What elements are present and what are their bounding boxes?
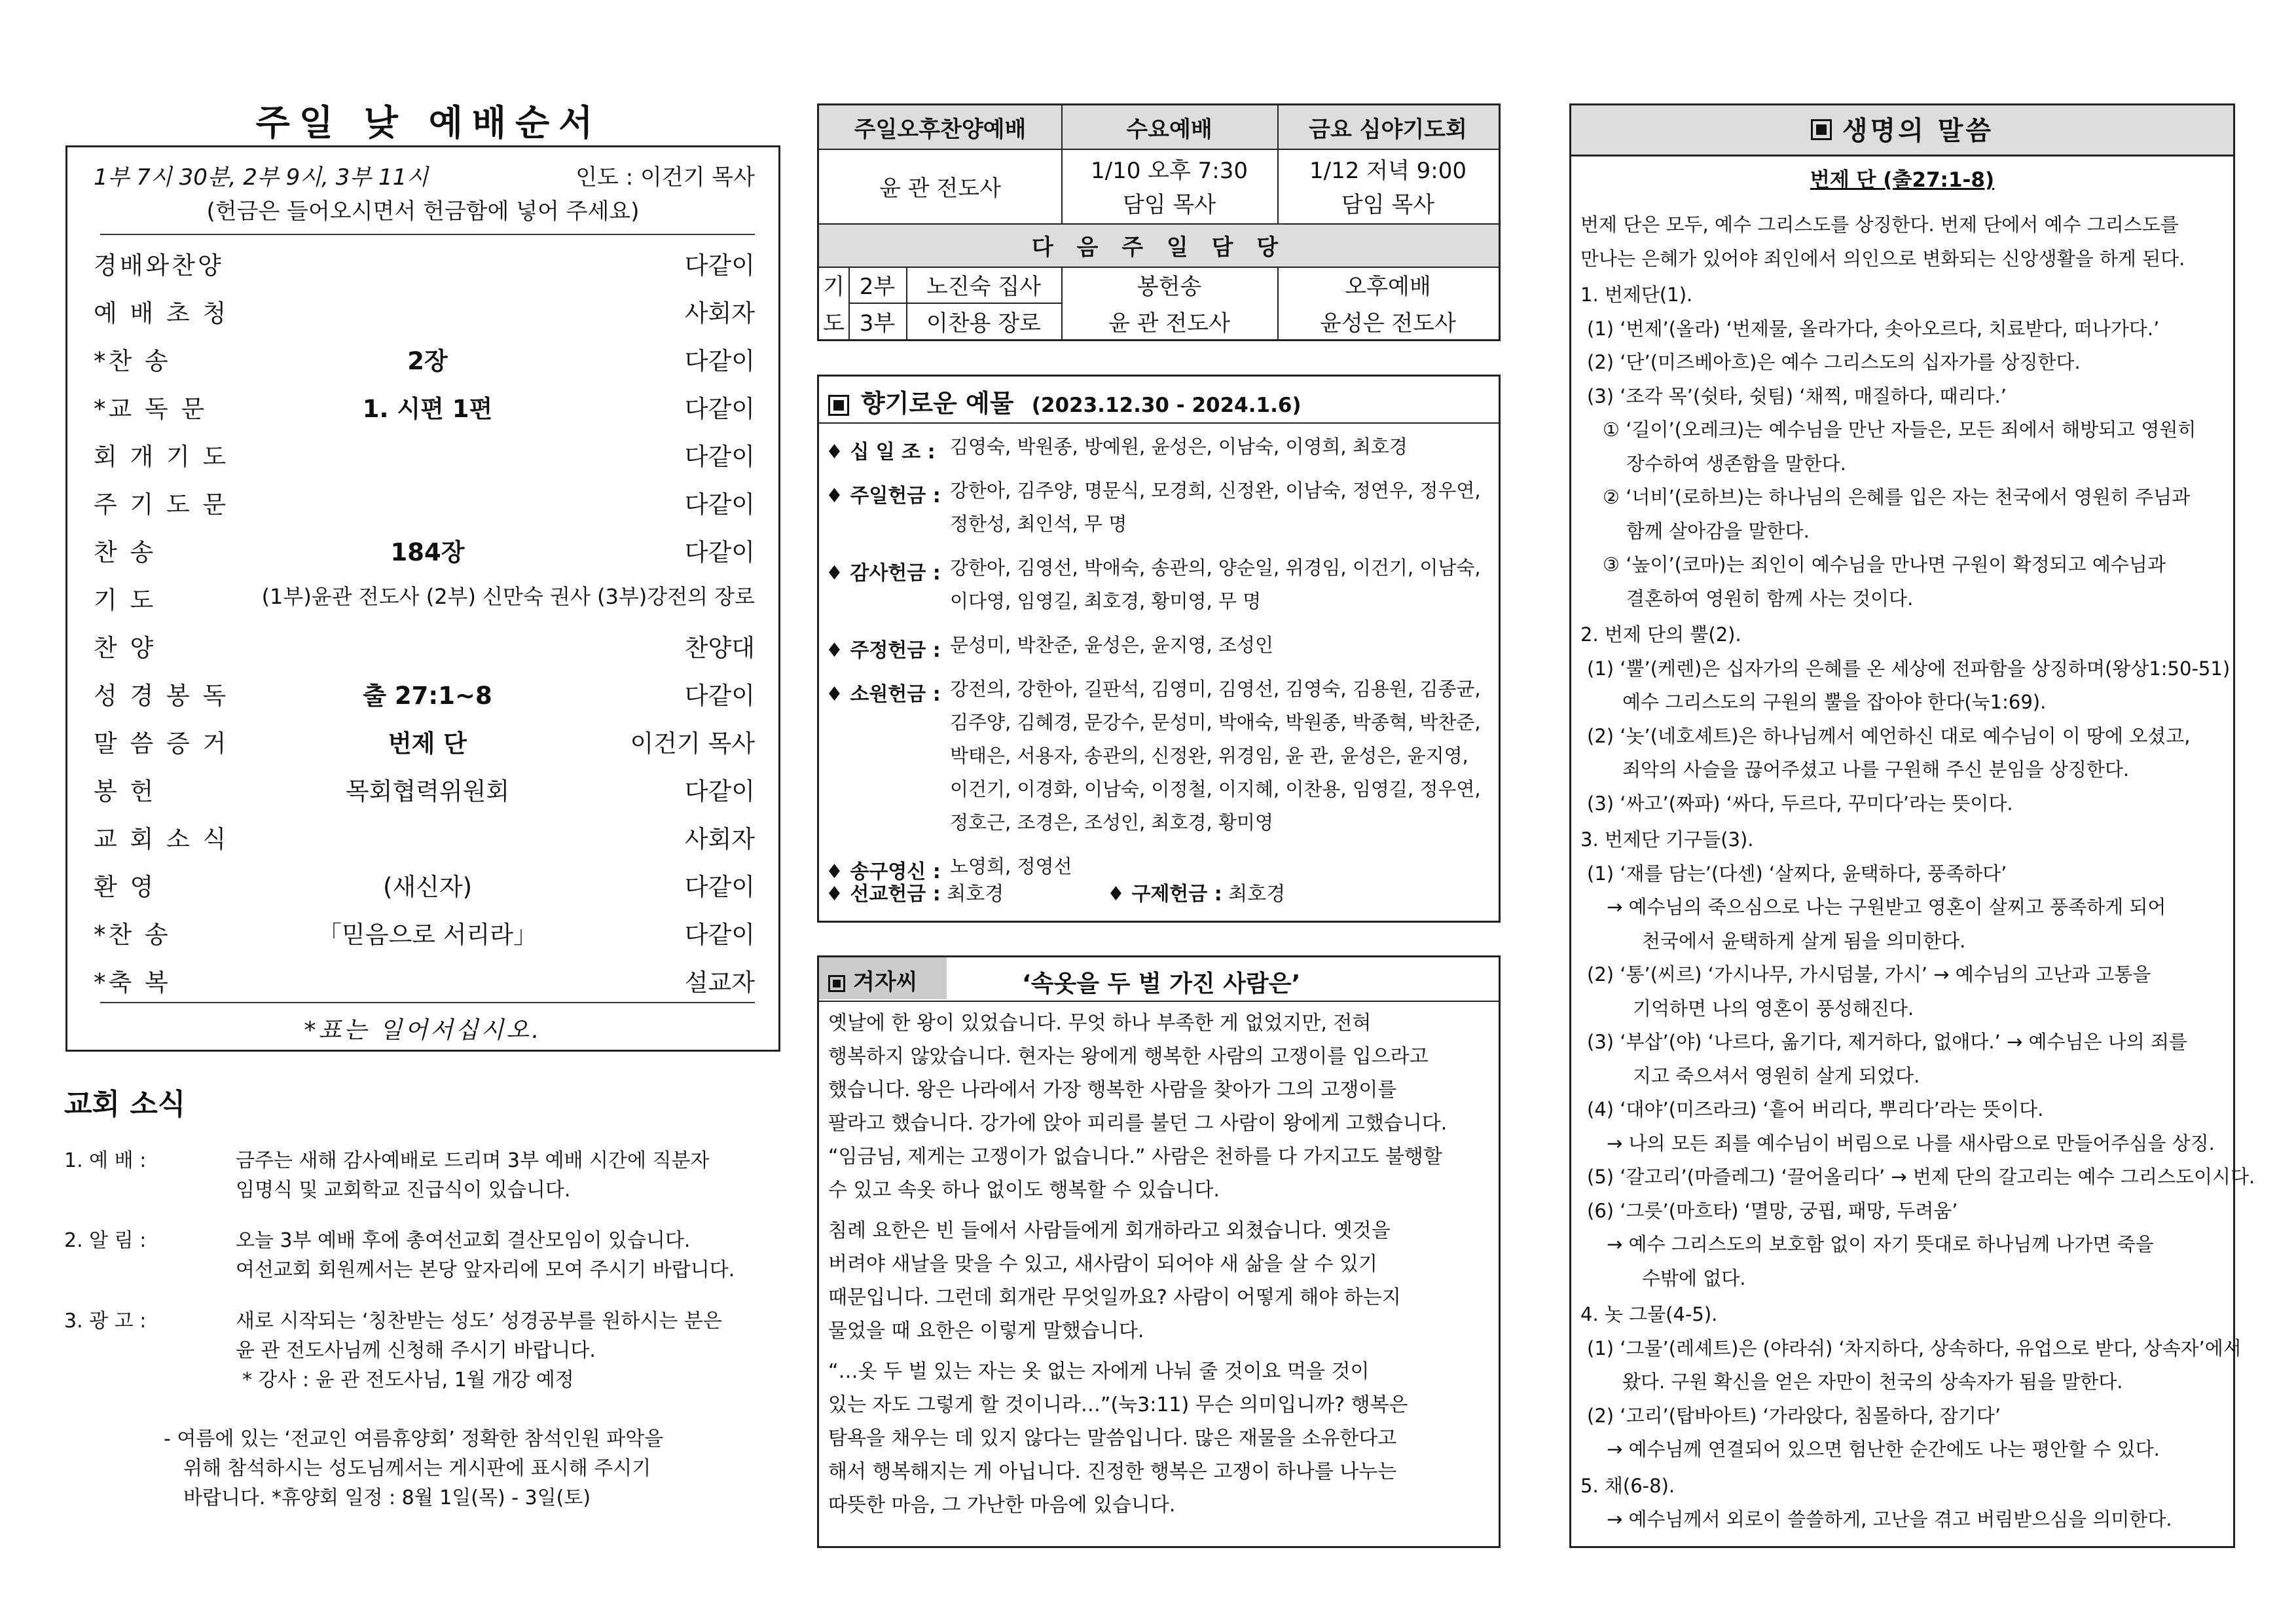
grid-line [1277, 267, 1279, 339]
service-row [94, 819, 755, 865]
offering-names-line: 강한아, 김주양, 명문식, 모경희, 신정완, 이남숙, 정연우, 정우연, [950, 479, 1481, 502]
service-row-label: *교 독 문 [94, 395, 208, 423]
word-line: 죄악의 사슬을 끊어주셨고 나를 구원해 주신 분임을 상징한다. [1622, 758, 2130, 781]
mustard-line: 있는 자도 그렇게 할 것이니라…”(눅3:11) 무슨 의미입니까? 행복은 [828, 1393, 1408, 1416]
word-line: (1) ‘그물’(레셰트)은 (야라쉬) ‘차지하다, 상속하다, 유업으로 받다, 상속자’에서 [1587, 1337, 2242, 1359]
word-line: 함께 살아감을 말한다. [1626, 519, 1810, 542]
news-line: 금주는 새해 감사예배로 드리며 3부 예배 시간에 직분자 [236, 1149, 710, 1172]
news-line: 임명식 및 교회학교 진급식이 있습니다. [236, 1179, 571, 1202]
relief-value: 최호경 [1228, 883, 1286, 906]
schedule-cell-3b: 담임 목사 [1341, 191, 1435, 218]
service-row-person: 사회자 [684, 299, 755, 327]
service-row [94, 724, 755, 769]
word-of-life-box [1569, 103, 2255, 1548]
offering-names-line: 박태은, 서용자, 송관의, 신정완, 위경임, 윤 관, 윤성은, 윤지영, [950, 745, 1468, 767]
word-line: (5) ‘갈고리’(마즐레그) ‘끌어올리다’ → 번제 단의 갈고리는 예수 그리스도이시다. [1587, 1166, 2255, 1188]
offering-key-text: ♦ 송구영신 : [826, 860, 941, 883]
service-row-person: 다같이 [684, 395, 755, 423]
word-line: (2) ‘통’(씨르) ‘가시나무, 가시덤불, 가시’ → 예수님의 고난과 고통을 [1587, 963, 2151, 986]
mustard-line: 했습니다. 왕은 나라에서 가장 행복한 사람을 찾아가 그의 고쟁이를 [828, 1079, 1397, 1101]
word-line: → 예수님께서 외로이 쓸쓸하게, 고난을 겪고 버림받으심을 의미한다. [1607, 1508, 2172, 1530]
offering-names-line: 강전의, 강한아, 길판석, 김영미, 김영선, 김영숙, 김용원, 김종균, [950, 678, 1481, 700]
word-line: 왔다. 구원 확신을 얻은 자만이 천국의 상속자가 됨을 말한다. [1622, 1371, 2123, 1393]
word-line: 예수 그리스도의 구원의 뿔을 잡아야 한다(눅1:69). [1622, 691, 2047, 713]
service-title: 주일 낮 예배순서 [255, 102, 602, 143]
mustard-seed-box [817, 955, 1501, 1548]
service-row-label: 봉 헌 [94, 777, 156, 805]
offering-key-text: ♦ 주정헌금 : [826, 639, 941, 662]
service-row [94, 676, 755, 722]
service-row [94, 246, 755, 291]
service-row [94, 532, 755, 578]
offering-song-label: 봉헌송 [1137, 274, 1202, 300]
service-row-person: 다같이 [684, 682, 755, 710]
news-line: 오늘 3부 예배 후에 총여선교회 결산모임이 있습니다. [236, 1229, 691, 1252]
offering-key-text: ♦ 소원헌금 : [826, 683, 941, 706]
news-item-num: 1. 예 배 : [64, 1149, 147, 1172]
offering-names-line: 문성미, 박찬준, 윤성은, 윤지영, 조성인 [950, 634, 1273, 656]
offering-key [826, 435, 936, 464]
service-row [94, 341, 755, 387]
grid-line [819, 267, 1499, 268]
service-row-person: 다같이 [684, 873, 755, 901]
service-row-person: 다같이 [684, 490, 755, 519]
news-line: - 여름에 있는 ‘전교인 여름휴양회’ 정확한 참석인원 파악을 [164, 1428, 664, 1450]
prayer-name-2: 이찬용 장로 [926, 310, 1042, 337]
mustard-label-text: 겨자씨 [853, 969, 918, 995]
service-leader: 인도 : 이건기 목사 [575, 164, 755, 191]
mustard-line: “임금님, 제게는 고쟁이가 없습니다.” 사람은 천하를 다 가지고도 불행할 [828, 1145, 1442, 1168]
service-row-label: 성 경 봉 독 [94, 682, 229, 710]
relief-offering [1107, 877, 1285, 906]
word-line: (2) ‘단’(미즈베아흐)은 예수 그리스도의 십자가를 상징한다. [1587, 351, 2081, 373]
offering-names [950, 673, 1493, 840]
word-header [1571, 105, 2233, 157]
next-sunday-header: 다 음 주 일 담 당 [1031, 234, 1286, 261]
service-row-label: 환 영 [94, 873, 156, 901]
offerings-title-row [828, 383, 1302, 419]
offering-song-name: 윤 관 전도사 [1108, 310, 1230, 337]
offering-names-line: 이건기, 이경화, 이남숙, 이정철, 이지혜, 이찬용, 임영길, 정우연, [950, 778, 1481, 800]
offering-names [950, 430, 1493, 464]
divider [100, 234, 755, 235]
service-row-detail: (새신자) [382, 873, 473, 901]
news-line: 위해 참석하시는 성도님께서는 게시판에 표시해 주시기 [183, 1457, 651, 1480]
service-row-person: 찬양대 [684, 634, 755, 662]
mustard-line: 물었을 때 요한은 이렇게 말했습니다. [828, 1320, 1144, 1342]
word-title-row [1571, 105, 2233, 157]
divider [819, 422, 1499, 424]
part-2: 2부 [859, 274, 896, 300]
schedule-head-1: 주일오후찬양예배 [854, 116, 1027, 143]
relief-key: ♦ 구제헌금 : [1107, 883, 1222, 906]
divider [819, 1001, 1499, 1002]
service-row-person: 다같이 [684, 538, 755, 566]
word-line: → 나의 모든 죄를 예수님이 버림으로 나를 새사람으로 만들어주심을 상징. [1607, 1132, 2215, 1154]
word-line: (1) ‘재를 담는’(다센) ‘살찌다, 윤택하다, 풍족하다’ [1587, 862, 2007, 885]
word-line: 1. 번제단(1). [1580, 284, 1693, 306]
service-row-detail: 번제 단 [388, 729, 467, 758]
word-line: (3) ‘조각 목’(쉿타, 쉿팀) ‘채찍, 매질하다, 때리다.’ [1587, 384, 2007, 407]
news-line: 여선교회 회원께서는 본당 앞자리에 모여 주시기 바랍니다. [236, 1259, 735, 1282]
mustard-line: 침례 요한은 빈 들에서 사람들에게 회개하라고 외쳤습니다. 옛것을 [828, 1219, 1391, 1242]
offering-key [826, 634, 941, 663]
filled-square-icon [1811, 119, 1832, 140]
word-line: 번제 단은 모두, 예수 그리스도를 상징한다. 번제 단에서 예수 그리스도를 [1580, 213, 2179, 236]
mustard-line: 해서 행복해지는 게 아닙니다. 진정한 행복은 고쟁이 하나를 나누는 [828, 1460, 1397, 1483]
word-line: ① ‘길이’(오레크)는 예수님을 만난 자들은, 모든 죄에서 해방되고 영원히 [1603, 418, 2196, 441]
news-line: 바랍니다. *휴양회 일정 : 8월 1일(목) - 3일(토) [183, 1486, 591, 1509]
mustard-line: 따뜻한 마음, 그 가난한 마음에 있습니다. [828, 1494, 1176, 1517]
stand-note: *표는 일어서십시오. [304, 1017, 542, 1044]
word-line: 4. 놋 그물(4-5). [1580, 1303, 1718, 1325]
grid-line [848, 303, 1061, 304]
offering-names-line: 강한아, 김영선, 박애숙, 송관의, 양순일, 위경임, 이건기, 이남숙, [950, 557, 1481, 579]
offering-note: (헌금은 들어오시면서 헌금함에 넣어 주세요) [206, 198, 640, 225]
mustard-line: 행복하지 않았습니다. 현자는 왕에게 행복한 사람의 고쟁이를 입으라고 [828, 1045, 1429, 1068]
mission-value: 최호경 [947, 883, 1004, 906]
mission-key: ♦ 선교헌금 : [826, 883, 941, 906]
schedule-head-2: 수요예배 [1126, 116, 1212, 143]
service-row-label: 회 개 기 도 [94, 443, 229, 471]
word-line: (1) ‘번제’(올라) ‘번제물, 올라가다, 솟아오르다, 치료받다, 떠나가다.’ [1587, 317, 2160, 340]
filled-square-icon [828, 975, 845, 992]
offering-names [950, 474, 1493, 541]
grid-line [819, 149, 1499, 150]
offering-names [950, 551, 1493, 618]
divider [100, 1002, 755, 1003]
service-row [94, 867, 755, 913]
service-row-detail: 184장 [390, 538, 465, 566]
word-line: 3. 번제단 기구들(3). [1580, 828, 1754, 851]
service-row-person: 다같이 [684, 921, 755, 949]
mustard-label [828, 964, 918, 996]
offerings-period: (2023.12.30 - 2024.1.6) [1031, 394, 1302, 417]
mustard-line: 때문입니다. 그런데 회개란 무엇일까요? 사람이 어떻게 해야 하는지 [828, 1286, 1401, 1309]
mustard-line: 팔라고 했습니다. 강가에 앉아 피리를 불던 그 사람이 왕에게 고했습니다. [828, 1112, 1448, 1135]
offering-names-line: 정호근, 조경은, 조성인, 최호경, 황미영 [950, 811, 1273, 834]
mustard-line: “…옷 두 벌 있는 자는 옷 없는 자에게 나눠 줄 것이요 먹을 것이 [828, 1360, 1370, 1383]
mustard-line: 버려야 새날을 맞을 수 있고, 새사람이 되어야 새 삶을 살 수 있기 [828, 1253, 1377, 1276]
prayer-label-2: 도 [823, 310, 845, 337]
service-row-person: 이건기 목사 [630, 729, 755, 758]
offerings-title: 향기로운 예물 [861, 389, 1014, 418]
news-line: * 강사 : 윤 관 전도사님, 1월 개강 예정 [242, 1369, 574, 1392]
service-row [94, 580, 755, 626]
service-row-detail: (1부)윤관 전도사 (2부) 신만숙 권사 (3부)강전의 장로 [261, 584, 755, 609]
service-row-person: 사회자 [684, 825, 755, 853]
service-row-detail: 1. 시편 1편 [362, 395, 493, 423]
part-3: 3부 [859, 310, 896, 337]
service-row [94, 915, 755, 961]
word-line: 기억하면 나의 영혼이 풍성해진다. [1633, 997, 1914, 1020]
word-line: → 예수님께 연결되어 있으면 험난한 순간에도 나는 평안할 수 있다. [1607, 1438, 2160, 1460]
offering-names-line: 노영희, 정영선 [950, 855, 1072, 877]
word-line: ② ‘너비’(로하브)는 하나님의 은혜를 입은 자는 천국에서 영원히 주님과 [1603, 486, 2191, 508]
schedule-cell-1: 윤 관 전도사 [879, 175, 1001, 202]
offering-key [826, 479, 941, 508]
word-line: (2) ‘놋’(네호셰트)은 하나님께서 예언하신 대로 예수님이 이 땅에 오셨고, [1587, 724, 2191, 747]
service-row [94, 771, 755, 817]
news-item-text [236, 1306, 812, 1395]
grid-line [1061, 267, 1063, 339]
grid-line [1277, 105, 1279, 223]
schedule-cell-2b: 담임 목사 [1122, 191, 1216, 218]
word-line: → 예수님의 죽으심으로 나는 구원받고 영혼이 살찌고 풍족하게 되어 [1607, 896, 2166, 918]
prayer-label-1: 기 [823, 274, 845, 300]
service-row [94, 485, 755, 530]
mustard-line: 수 있고 속옷 하나 없이도 행복할 수 있습니다. [828, 1179, 1220, 1202]
word-line: 결혼하여 영원히 함께 사는 것이다. [1626, 587, 1914, 610]
word-line: (1) ‘뿔’(케렌)은 십자가의 은혜를 온 세상에 전파함을 상징하며(왕상1:50-51) [1587, 657, 2231, 680]
grid-line [1061, 105, 1063, 223]
service-row-detail: 「믿음으로 서리라」 [318, 921, 538, 949]
filled-square-icon [828, 395, 849, 416]
schedule-table [817, 103, 1501, 341]
word-subtitle: 번제 단 (출27:1-8) [1810, 168, 1995, 192]
offering-names-line: 정한성, 최인석, 무 명 [950, 513, 1127, 535]
news-item-num: 2. 알 림 : [64, 1229, 147, 1252]
service-row-label: *축 복 [94, 969, 171, 997]
service-times: 1부 7시 30분, 2부 9시, 3부 11시 [94, 164, 429, 191]
service-row-label: 경배와찬양 [94, 251, 224, 280]
offering-key-text: ♦ 십 일 조 : [826, 441, 936, 464]
grid-line [819, 223, 1499, 225]
word-line: 만나는 은혜가 있어야 죄인에서 의인으로 변화되는 신앙생활을 하게 된다. [1580, 247, 2185, 270]
word-line: 지고 죽으셔서 영원히 살게 되었다. [1633, 1064, 1920, 1087]
offerings-box [817, 375, 1501, 923]
service-row-label: 예 배 초 청 [94, 299, 229, 327]
schedule-cell-2a: 1/10 오후 7:30 [1090, 157, 1248, 184]
service-row-person: 다같이 [684, 347, 755, 375]
service-row-label: 찬 송 [94, 538, 156, 566]
mission-offering [826, 877, 1004, 906]
word-line: (3) ‘싸고’(짜파) ‘싸다, 두르다, 꾸미다’라는 뜻이다. [1587, 792, 2013, 815]
service-row-detail: 출 27:1~8 [363, 682, 492, 710]
service-order-box [65, 145, 780, 1052]
mustard-title: ‘속옷을 두 벌 가진 사람은’ [1022, 970, 1301, 997]
news-line: 윤 관 전도사님께 신청해 주시기 바랍니다. [236, 1339, 596, 1362]
service-row [94, 437, 755, 483]
service-row-label: *찬 송 [94, 921, 171, 949]
word-line: (6) ‘그릇’(마흐타) ‘멸망, 궁핍, 패망, 두려움’ [1587, 1199, 1958, 1222]
word-line: → 예수 그리스도의 보호함 없이 자기 뜻대로 하나님께 나가면 죽을 [1607, 1233, 2154, 1255]
service-row-person: 다같이 [684, 777, 755, 805]
word-line: (3) ‘부삽’(야) ‘나르다, 옮기다, 제거하다, 없애다.’ → 예수님은 나의 죄를 [1587, 1031, 2188, 1053]
word-line: 2. 번제 단의 뿔(2). [1580, 623, 1741, 646]
schedule-head-3: 금요 심야기도회 [1309, 116, 1467, 143]
word-line: 장수하여 생존함을 말한다. [1626, 452, 1846, 475]
news-item-num: 3. 광 고 : [64, 1310, 147, 1333]
word-line: 천국에서 윤택하게 살게 됨을 의미한다. [1642, 929, 1966, 952]
word-line: 수밖에 없다. [1642, 1266, 1746, 1289]
offering-key-text: ♦ 주일헌금 : [826, 485, 941, 507]
news-title: 교회 소식 [64, 1088, 186, 1121]
mustard-line: 탐욕을 채우는 데 있지 않다는 말씀입니다. 많은 재물을 소유한다고 [828, 1427, 1397, 1450]
grid-line [906, 267, 907, 339]
service-row-person: 다같이 [684, 251, 755, 280]
word-title: 생명의 말씀 [1842, 116, 1994, 146]
afternoon-label: 오후예배 [1345, 274, 1431, 300]
schedule-cell-3a: 1/12 저녁 9:00 [1309, 157, 1467, 184]
service-row-detail: 2장 [407, 347, 448, 375]
word-line: ③ ‘높이’(코마)는 죄인이 예수님을 만나면 구원이 확정되고 예수님과 [1603, 553, 2166, 576]
word-line: (4) ‘대야’(미즈라크) ‘흩어 버리다, 뿌리다’라는 뜻이다. [1587, 1098, 2044, 1120]
news-item-text [236, 1146, 812, 1205]
service-row-label: 교 회 소 식 [94, 825, 229, 853]
service-row [94, 389, 755, 435]
service-row-label: 기 도 [94, 586, 156, 614]
afternoon-name: 윤성은 전도사 [1320, 310, 1456, 337]
offering-key [826, 557, 941, 585]
news-item-text [236, 1226, 812, 1285]
news-line: 새로 시작되는 ‘칭찬받는 성도’ 성경공부를 원하시는 분은 [236, 1310, 722, 1333]
service-row-person: 다같이 [684, 443, 755, 471]
offering-names-line: 이다영, 임영길, 최호경, 황미영, 무 명 [950, 590, 1262, 612]
offering-names [950, 629, 1493, 662]
service-row-label: 주 기 도 문 [94, 490, 229, 519]
offering-key-text: ♦ 감사헌금 : [826, 562, 941, 585]
service-row-label: 말 씀 증 거 [94, 729, 229, 758]
prayer-name-1: 노진숙 집사 [926, 274, 1042, 300]
service-row-label: *찬 송 [94, 347, 171, 375]
word-line: (2) ‘고리’(탑바아트) ‘가라앉다, 침몰하다, 잠기다’ [1587, 1404, 2001, 1427]
service-row [94, 628, 755, 674]
offering-key [826, 678, 941, 707]
service-row-detail: 목회협력위원회 [345, 777, 510, 805]
word-line: 5. 채(6-8). [1580, 1474, 1675, 1497]
service-row [94, 293, 755, 339]
service-row-person: 설교자 [684, 969, 755, 997]
service-row-label: 찬 양 [94, 634, 156, 662]
offering-names-line: 김주양, 김혜경, 문강수, 문성미, 박애숙, 박원종, 박종혁, 박찬준, [950, 711, 1481, 733]
offering-names-line: 김영숙, 박원종, 방예원, 윤성은, 이남숙, 이영희, 최호경 [950, 435, 1408, 458]
mustard-line: 옛날에 한 왕이 있었습니다. 무엇 하나 부족한 게 없었지만, 전혀 [828, 1012, 1372, 1035]
news-extra [164, 1424, 663, 1513]
grid-line [848, 267, 850, 339]
